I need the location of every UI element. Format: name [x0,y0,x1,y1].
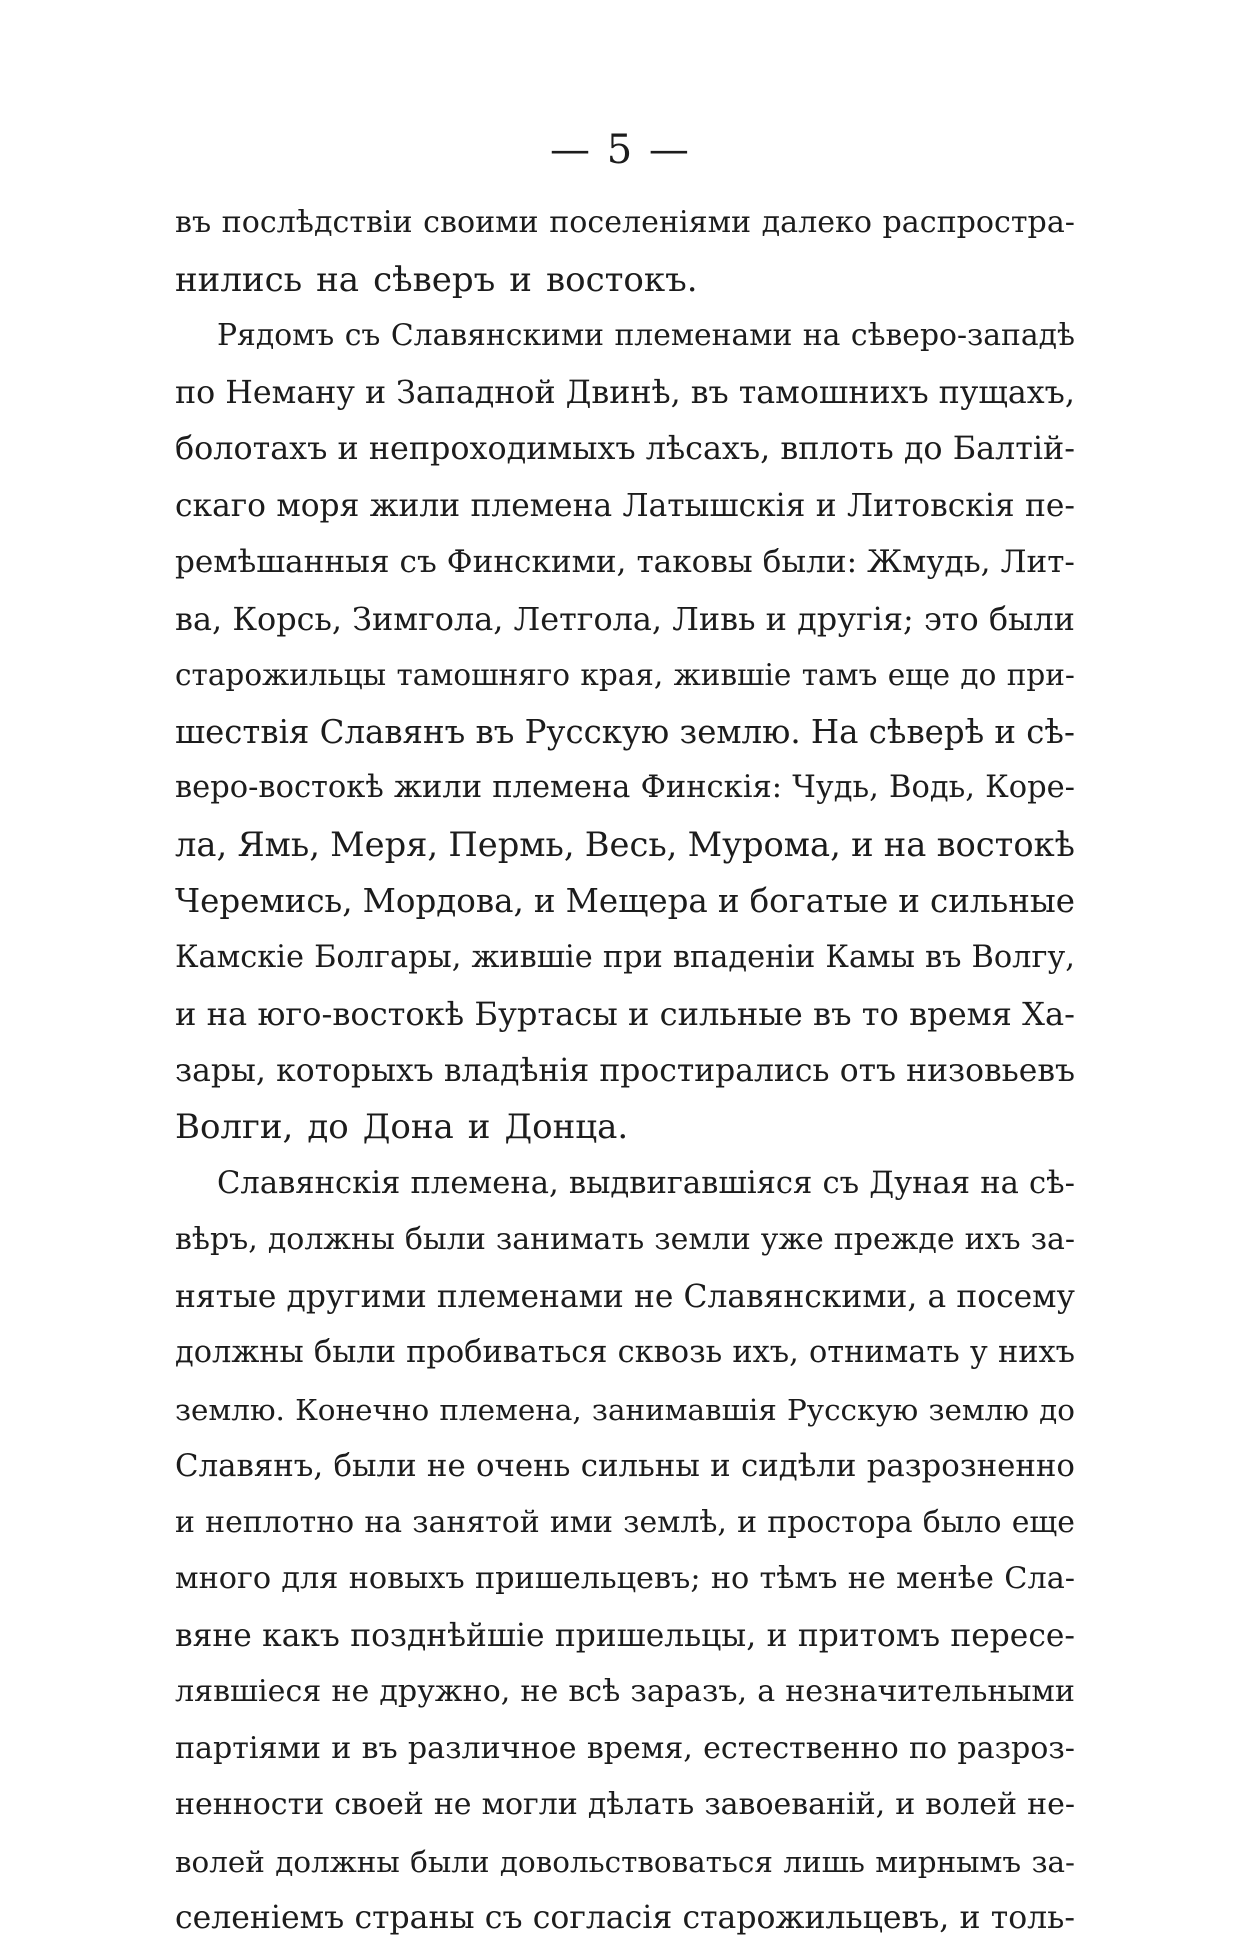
text-line: волей должны были довольствоваться лишь мирнымъ за- [175,1844,1075,1879]
text-line: нятые другими племенами не Славянскими, а посему [175,1278,1075,1315]
text-line: Славянъ, были не очень сильны и сидѣли разрозненно [175,1448,1075,1484]
text-line: Камскіе Болгары, жившіе при впаденіи Камы въ Волгу, [175,939,1075,975]
text-line: много для новыхъ пришельцевъ; но тѣмъ не менѣе Сла- [175,1561,1075,1596]
text-line: ла, Ямь, Меря, Пермь, Весь, Мурома, и на востокѣ [175,824,1075,864]
text-line: скаго моря жили племена Латышскія и Литовскія пе- [175,487,1075,524]
text-line: Волги, до Дона и Донца. [175,1107,629,1147]
body-text [175,195,1075,1947]
page-number: — 5 — [550,127,691,173]
text-line: и неплотно на занятой ими землѣ, и простора было еще [175,1504,1075,1540]
text-line: и на юго-востокѣ Буртасы и сильные въ то время Ха- [175,995,1075,1033]
text-line: нились на сѣверъ и востокъ. [175,259,698,300]
text-line: Славянскія племена, выдвигавшіяся съ Дуная на сѣ- [217,1165,1075,1201]
text-line: землю. Конечно племена, занимавшія Русскую землю до [175,1392,1075,1427]
text-line: лявшіеся не дружно, не всѣ заразъ, а незначительными [175,1674,1075,1709]
text-line: Рядомъ съ Славянскими племенами на сѣверо-западѣ [217,318,1075,353]
text-line: зары, которыхъ владѣнія простирались отъ низовьевъ [175,1052,1075,1089]
text-line: по Неману и Западной Двинѣ, въ тамошнихъ пущахъ, [175,374,1075,411]
text-line: болотахъ и непроходимыхъ лѣсахъ, вплоть до Балтій- [175,430,1075,467]
text-line: въ послѣдствіи своими поселеніями далеко распростра- [175,205,1075,240]
text-line: веро-востокѣ жили племена Финскія: Чудь, Водь, Коре- [175,770,1075,805]
text-line: ва, Корсь, Зимгола, Летгола, Ливь и другія; это были [175,599,1075,638]
text-line: старожильцы тамошняго края, жившіе тамъ еще до при- [175,658,1075,692]
text-line: вѣръ, должны были занимать земли уже прежде ихъ за- [175,1222,1075,1257]
text-line: ненности своей не могли дѣлать завоеваній, и волей не- [175,1787,1075,1822]
text-line: вяне какъ позднѣйшіе пришельцы, и притомъ пересе- [175,1617,1075,1654]
text-line: шествія Славянъ въ Русскую землю. На сѣверѣ и сѣ- [175,712,1075,751]
text-line: селеніемъ страны съ согласія старожильцевъ, и толь- [175,1900,1075,1936]
text-line: Черемись, Мордова, и Мещера и богатые и сильные [175,882,1075,920]
text-line: должны были пробиваться сквозь ихъ, отнимать у нихъ [175,1335,1075,1370]
text-line: партіями и въ различное время, естественно по разроз- [175,1730,1075,1766]
text-line: ремѣшанныя съ Финскими, таковы были: Жмудь, Лит- [175,544,1075,580]
